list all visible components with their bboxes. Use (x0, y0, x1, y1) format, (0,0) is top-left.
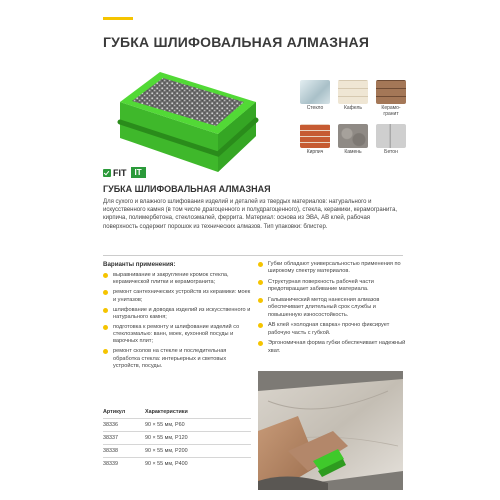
table-cell: 90 × 55 мм, P200 (145, 445, 251, 458)
table-cell: 90 × 55 мм, P400 (145, 458, 251, 471)
table-row (103, 432, 251, 445)
concrete-icon (376, 124, 406, 148)
list-item: ремонт сколов на стекле и последительная обработка стекла: интерьерных и световых устройств, посуды. (103, 348, 251, 370)
table-cell: 38336 (103, 419, 145, 432)
brick-icon (300, 124, 330, 148)
material-ceramic: Кафель (338, 80, 368, 111)
bullet-icon (258, 280, 263, 285)
bullet-icon (258, 323, 263, 328)
ceramic-tile-icon (338, 80, 368, 104)
table-row (103, 458, 251, 471)
brand-it-badge: IT (131, 167, 146, 178)
bullet-icon (258, 262, 263, 267)
list-item: ремонт сантехнических устройств из керамики: моек и унитазов; (103, 289, 251, 304)
usage-photo (258, 371, 403, 490)
table-cell: 38337 (103, 432, 145, 445)
features-list (258, 261, 406, 358)
product-description: Для сухого и влажного шлифования изделий и деталей из твердых материалов: натурального и искусственного камня (в том числе драгоценного и полудрагоценного), стекла, керамики, керамогранита, кирпича, полимербетона, стеклоэмалей, феррита. Материал: основа из ЭВА, АВ клей, рабочая поверхность содержит порошок из технических алмазов. Тип упаковки: блистер. (103, 199, 398, 230)
table-cell: 90 × 55 мм, P60 (145, 419, 251, 432)
list-item: выравнивание и закругление кромок стекла, керамической плитки и керамогранита; (103, 272, 251, 287)
column-header: Артикул (103, 409, 126, 415)
checkmark-icon (103, 169, 111, 177)
table-cell: 38339 (103, 458, 145, 471)
bullet-icon (103, 308, 108, 313)
table-row (103, 419, 251, 432)
brand-fit: FIT (103, 168, 127, 178)
material-porcelain: Керамо-гранит (376, 80, 406, 117)
bullet-icon (103, 290, 108, 295)
list-item: Гальванический метод нанесения алмазов обеспечивает длительный срок службы и повышенную износостойкость. (258, 297, 406, 319)
list-item: Губки обладают универсальностью применения по широкому спектру материалов. (258, 261, 406, 276)
spec-table (103, 407, 251, 470)
table-header-row (103, 407, 251, 419)
uses-title: Варианты применения: (103, 261, 176, 268)
bullet-icon (103, 325, 108, 330)
bullet-icon (258, 298, 263, 303)
bullet-icon (258, 341, 263, 346)
material-stone: Камень (338, 124, 368, 155)
sponge-product-image (106, 62, 266, 180)
table-row (103, 445, 251, 458)
list-item: АВ клей «холодная сварка» прочно фиксирует рабочую часть с губкой. (258, 322, 406, 337)
brand-logo (103, 167, 146, 178)
page-title: ГУБКА ШЛИФОВАЛЬНАЯ АЛМАЗНАЯ (103, 34, 370, 50)
product-subtitle: ГУБКА ШЛИФОВАЛЬНАЯ АЛМАЗНАЯ (103, 184, 271, 194)
list-item: Структурная поверхность рабочей части предотвращает забивание материала. (258, 279, 406, 294)
material-glass: Стекло (300, 80, 330, 111)
list-item: подготовка к ремонту и шлифование изделий со стеклоэмалью: ванн, моек, кухонной посуды и варочных плит; (103, 324, 251, 346)
column-header: Характеристики (145, 409, 188, 415)
porcelain-tile-icon (376, 80, 406, 104)
uses-list (103, 272, 251, 373)
stone-icon (338, 124, 368, 148)
material-brick: Кирпич (300, 124, 330, 155)
list-item: шлифование и доводка изделий из искусственного и натурального камня; (103, 307, 251, 322)
list-item: Эргономичная форма губки обеспечивает надежный хват. (258, 340, 406, 355)
bullet-icon (103, 273, 108, 278)
divider (103, 255, 403, 256)
material-concrete: Бетон (376, 124, 406, 155)
glass-tile-icon (300, 80, 330, 104)
title-accent-bar (103, 17, 133, 20)
table-cell: 90 × 55 мм, P120 (145, 432, 251, 445)
bullet-icon (103, 349, 108, 354)
table-cell: 38338 (103, 445, 145, 458)
